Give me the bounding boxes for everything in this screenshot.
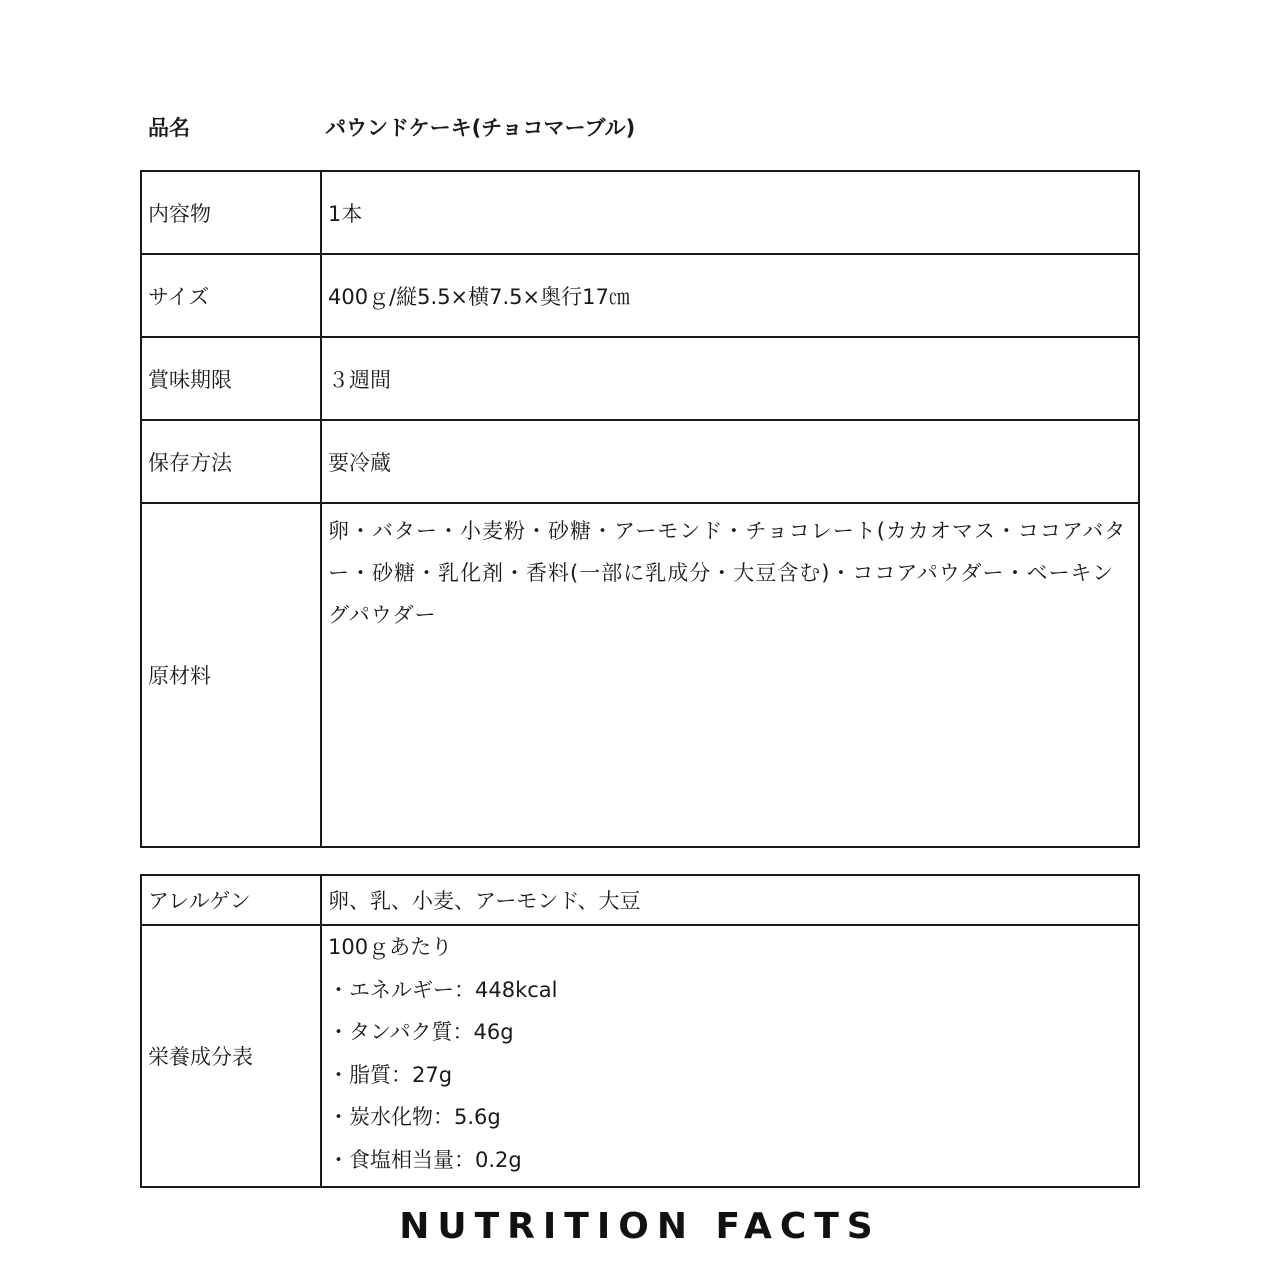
spec-value-ingredients: 卵・バター・小麦粉・砂糖・アーモンド・チョコレート(カカオマス・ココアバター・砂糖・乳化剤・香料(一部に乳成分・大豆含む)・ココアパウダー・ベーキングパウダー — [321, 503, 1139, 847]
spec-value-best-before: ３週間 — [321, 337, 1139, 420]
nutrition-row — [141, 925, 1139, 1187]
spec-row-storage — [141, 420, 1139, 503]
allergen-row — [141, 875, 1139, 925]
product-spec-table — [140, 170, 1140, 848]
spec-label-contents: 内容物 — [141, 171, 321, 254]
spec-value-size: 400ｇ/縦5.5×横7.5×奥行17㎝ — [321, 254, 1139, 337]
spec-label-storage: 保存方法 — [141, 420, 321, 503]
product-name-row — [148, 112, 1138, 146]
nutrition-basis: 100ｇあたり — [328, 935, 453, 959]
nutrition-energy: ・エネルギー：448kcal — [328, 977, 558, 1002]
nutrition-carbohydrate: ・炭水化物：5.6g — [328, 1105, 501, 1130]
spec-row-size — [141, 254, 1139, 337]
spec-value-storage: 要冷蔵 — [321, 420, 1139, 503]
nutrition-facts-heading: NUTRITION FACTS — [399, 1206, 881, 1247]
spec-label-best-before: 賞味期限 — [141, 337, 321, 420]
spec-value-contents: 1本 — [321, 171, 1139, 254]
spec-row-ingredients — [141, 503, 1139, 847]
nutrition-protein: ・タンパク質：46g — [328, 1020, 514, 1045]
product-name-label: 品名 — [148, 116, 190, 140]
nutrition-fat: ・脂質：27g — [328, 1062, 453, 1087]
spec-label-ingredients: 原材料 — [141, 503, 321, 847]
spec-row-contents — [141, 171, 1139, 254]
product-name-value: パウンドケーキ(チョコマーブル) — [325, 116, 636, 140]
nutrition-salt: ・食塩相当量：0.2g — [328, 1147, 522, 1172]
nutrition-table — [140, 874, 1140, 1188]
spec-row-best-before — [141, 337, 1139, 420]
nutrition-label: 栄養成分表 — [141, 925, 321, 1187]
spec-label-size: サイズ — [141, 254, 321, 337]
allergen-label: アレルゲン — [141, 875, 321, 925]
allergen-value: 卵、乳、小麦、アーモンド、大豆 — [321, 875, 1139, 925]
nutrition-values — [321, 925, 1139, 1187]
